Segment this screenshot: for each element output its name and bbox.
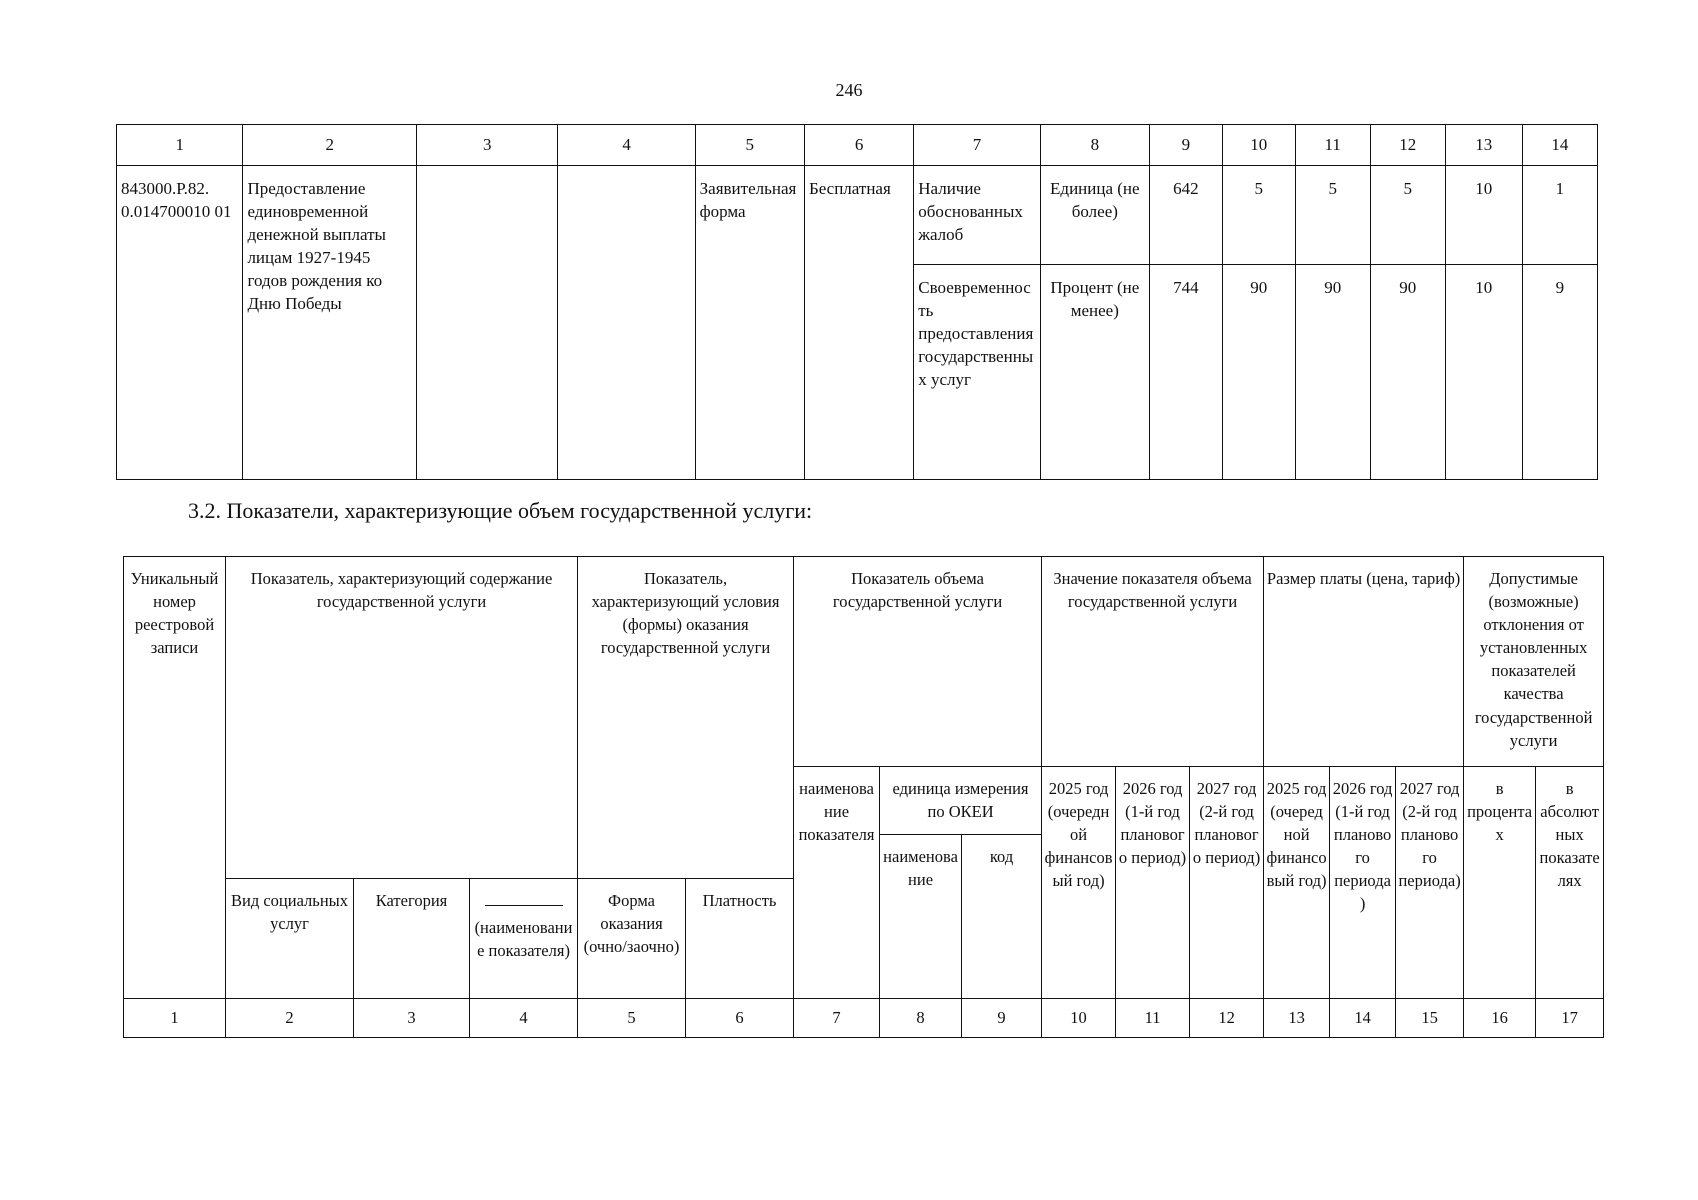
column-number-row <box>124 999 1604 1038</box>
header-okei-unit: единица измерения по ОКЕИ <box>880 767 1042 835</box>
unique-number-cell: 843000.Р.82. 0.014700010 01 <box>117 166 243 480</box>
header-value-2025: 2025 год (очередной финансовый год) <box>1042 767 1116 999</box>
value-2026-cell: 5 <box>1295 166 1370 265</box>
payment-cell: Бесплатная <box>804 166 913 480</box>
unit-cell: Единица (не более) <box>1040 166 1149 265</box>
indicator-name-cell: Наличие обоснованных жалоб <box>914 166 1040 265</box>
col-number: 12 <box>1370 125 1445 166</box>
form-cell: Заявительная форма <box>695 166 804 480</box>
header-deviation-absolute: в абсолютных показателях <box>1536 767 1604 999</box>
deviation-percent-cell: 10 <box>1445 166 1522 265</box>
col-number: 2 <box>243 125 417 166</box>
value-2025-cell: 90 <box>1222 265 1295 480</box>
col-number: 6 <box>804 125 913 166</box>
col-number: 4 <box>558 125 695 166</box>
page-number: 246 <box>835 80 863 100</box>
col-number: 9 <box>962 999 1042 1038</box>
col-number: 10 <box>1042 999 1116 1038</box>
table-row <box>117 166 1598 265</box>
unit-cell: Процент (не менее) <box>1040 265 1149 480</box>
value-2027-cell: 90 <box>1370 265 1445 480</box>
col-number: 1 <box>124 999 226 1038</box>
header-payment: Платность <box>686 879 794 999</box>
col-number: 17 <box>1536 999 1604 1038</box>
header-fee-2025: 2025 год (очередной финансовый год) <box>1264 767 1330 999</box>
col-number: 9 <box>1149 125 1222 166</box>
header-service-form: Форма оказания (очно/заочно) <box>578 879 686 999</box>
header-deviation-percent: в процентах <box>1464 767 1536 999</box>
header-service-content: Показатель, характеризующий содержание государственной услуги <box>226 557 578 879</box>
header-value-2026: 2026 год (1-й год планового период) <box>1116 767 1190 999</box>
header-service-conditions: Показатель, характеризующий условия (формы) оказания государственной услуги <box>578 557 794 879</box>
header-deviation: Допустимые (возможные) отклонения от установленных показателей качества государственной услуги <box>1464 557 1604 767</box>
column-number-row <box>117 125 1598 166</box>
empty-cell <box>417 166 558 480</box>
value-2025-cell: 5 <box>1222 166 1295 265</box>
col-number: 5 <box>578 999 686 1038</box>
volume-indicators-table <box>123 556 1604 1038</box>
col-number: 13 <box>1445 125 1522 166</box>
col-number: 3 <box>354 999 470 1038</box>
header-row-1 <box>124 557 1604 767</box>
col-number: 11 <box>1116 999 1190 1038</box>
col-number: 6 <box>686 999 794 1038</box>
service-content-cell: Предоставление единовременной денежной выплаты лицам 1927-1945 годов рождения ко Дню Победы <box>243 166 417 480</box>
header-social-service-type: Вид социальных услуг <box>226 879 354 999</box>
header-fee: Размер платы (цена, тариф) <box>1264 557 1464 767</box>
col-number: 2 <box>226 999 354 1038</box>
col-number: 7 <box>914 125 1040 166</box>
value-2027-cell: 5 <box>1370 166 1445 265</box>
col-number: 13 <box>1264 999 1330 1038</box>
quality-indicators-table <box>116 124 1598 480</box>
header-category: Категория <box>354 879 470 999</box>
col-number: 10 <box>1222 125 1295 166</box>
col-number: 11 <box>1295 125 1370 166</box>
header-unit-name: наименование <box>880 835 962 999</box>
col-number: 5 <box>695 125 804 166</box>
col-number: 14 <box>1330 999 1396 1038</box>
col-number: 14 <box>1522 125 1597 166</box>
header-indicator-name: наименование показателя <box>794 767 880 999</box>
header-unique-number: Уникальный номер реестровой записи <box>124 557 226 999</box>
deviation-absolute-cell: 1 <box>1522 166 1597 265</box>
blank-line <box>485 889 563 906</box>
col-number: 8 <box>1040 125 1149 166</box>
indicator-name-cell: Своевременность предоставления государственных услуг <box>914 265 1040 480</box>
empty-cell <box>558 166 695 480</box>
col-number: 16 <box>1464 999 1536 1038</box>
col-number: 15 <box>1396 999 1464 1038</box>
col-number: 3 <box>417 125 558 166</box>
code-cell: 744 <box>1149 265 1222 480</box>
col-number: 1 <box>117 125 243 166</box>
header-blank-indicator-label: (наименование показателя) <box>474 918 573 961</box>
header-blank-indicator <box>470 879 578 999</box>
col-number: 8 <box>880 999 962 1038</box>
deviation-percent-cell: 10 <box>1445 265 1522 480</box>
header-fee-2026: 2026 год (1-й год планового периода) <box>1330 767 1396 999</box>
col-number: 12 <box>1190 999 1264 1038</box>
header-value-2027: 2027 год (2-й год планового период) <box>1190 767 1264 999</box>
header-fee-2027: 2027 год (2-й год планового периода) <box>1396 767 1464 999</box>
col-number: 7 <box>794 999 880 1038</box>
header-indicator-value: Значение показателя объема государственной услуги <box>1042 557 1264 767</box>
section-heading: 3.2. Показатели, характеризующие объем государственной услуги: <box>188 498 813 523</box>
deviation-absolute-cell: 9 <box>1522 265 1597 480</box>
code-cell: 642 <box>1149 166 1222 265</box>
col-number: 4 <box>470 999 578 1038</box>
value-2026-cell: 90 <box>1295 265 1370 480</box>
header-volume-indicator: Показатель объема государственной услуги <box>794 557 1042 767</box>
header-unit-code: код <box>962 835 1042 999</box>
